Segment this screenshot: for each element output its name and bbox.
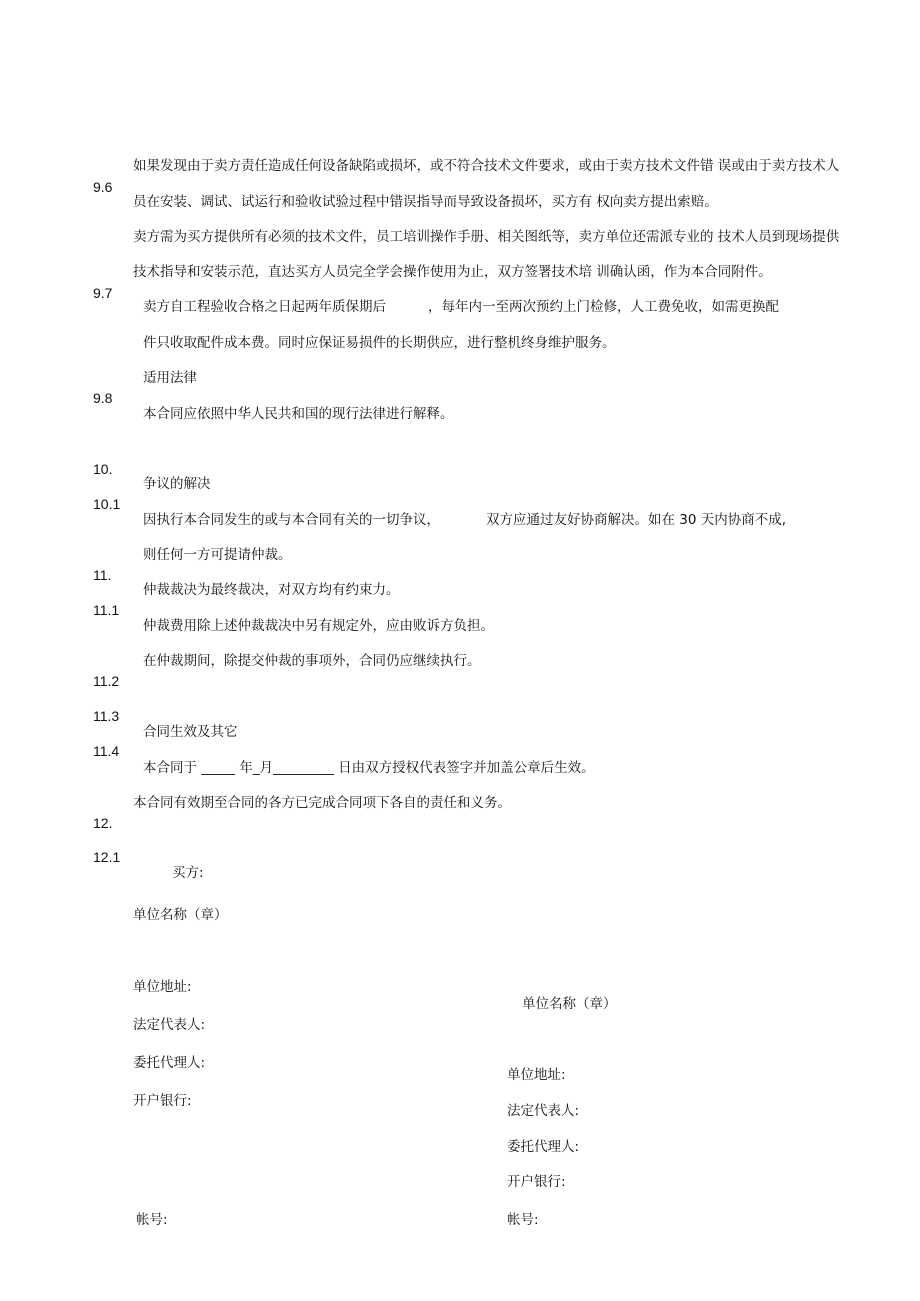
- dispute-line-1a: 因执行本合同发生的或与本合同有关的一切争议，: [143, 512, 440, 528]
- seller-bank: 开户银行:: [507, 1174, 566, 1190]
- dispute-title: 争议的解决: [143, 476, 211, 492]
- section-number-11-1: 11.1: [93, 602, 120, 618]
- clause-9-7-line-2: 技术指导和安装示范，直达买方人员完全学会操作使用为止，双方签署技术培 训确认函，作为本合同附件。: [133, 264, 772, 280]
- section-number-10-1: 10.1: [93, 496, 121, 512]
- applicable-law-text: 本合同应依照中华人民共和国的现行法律进行解释。: [143, 406, 454, 422]
- buyer-unit-name: 单位名称（章）: [133, 907, 228, 923]
- section-number-11-4: 11.4: [93, 743, 120, 759]
- buyer-bank: 开户银行:: [133, 1093, 192, 1109]
- arbitration-period: 在仲裁期间，除提交仲裁的事项外，合同仍应继续执行。: [143, 653, 481, 669]
- section-number-9-8: 9.8: [93, 390, 113, 406]
- seller-account: 帐号:: [507, 1212, 539, 1228]
- seller-unit-name: 单位名称（章）: [522, 996, 617, 1012]
- seller-legal-rep: 法定代表人:: [507, 1103, 580, 1119]
- clause-9-6-line-1: 如果发现由于卖方责任造成任何设备缺陷或损坏，或不符合技术文件要求，或由于卖方技术文件错 误或由于卖方技术人: [133, 158, 840, 174]
- section-number-10: 10.: [93, 461, 113, 477]
- effect-text: 本合同于 _____ 年_月_________ 日由双方授权代表签字并加盖公章后生效。: [143, 760, 595, 776]
- buyer-agent: 委托代理人:: [133, 1055, 206, 1071]
- seller-agent: 委托代理人:: [507, 1139, 580, 1155]
- clause-9-6-line-2: 员在安装、调试、试运行和验收试验过程中错误指导而导致设备损坏，买方有 权向卖方提出索赔。: [133, 194, 718, 210]
- warranty-line-1a: 卖方自工程验收合格之日起两年质保期后: [143, 299, 386, 315]
- arbitration-fee: 仲裁费用除上述仲裁裁决中另有规定外，应由败诉方负担。: [143, 618, 494, 634]
- seller-address: 单位地址:: [507, 1067, 566, 1083]
- section-number-9-7: 9.7: [93, 285, 113, 301]
- section-number-11: 11.: [93, 567, 112, 583]
- buyer-address: 单位地址:: [133, 979, 192, 995]
- effect-title: 合同生效及其它: [143, 724, 238, 740]
- buyer-title: 买方:: [172, 865, 204, 881]
- section-number-9-6: 9.6: [93, 179, 113, 195]
- section-number-12-1: 12.1: [93, 849, 121, 865]
- buyer-legal-rep: 法定代表人:: [133, 1017, 206, 1033]
- clause-9-7-line-1: 卖方需为买方提供所有必须的技术文件，员工培训操作手册、相关图纸等，卖方单位还需派专业的 技术人员到现场提供: [133, 229, 840, 245]
- section-number-11-2: 11.2: [93, 673, 120, 689]
- section-number-11-3: 11.3: [93, 708, 120, 724]
- warranty-line-2: 件只收取配件成本费。同时应保证易损件的长期供应，进行整机终身维护服务。: [143, 335, 616, 351]
- dispute-line-2: 则任何一方可提请仲裁。: [143, 547, 292, 563]
- dispute-line-1b: 双方应通过友好协商解决。如在 30 天内协商不成,: [486, 512, 787, 528]
- warranty-line-1b: ，每年内一至两次预约上门检修，人工费免收，如需更换配: [428, 299, 779, 315]
- section-number-12: 12.: [93, 815, 113, 831]
- applicable-law-title: 适用法律: [143, 370, 197, 386]
- buyer-account: 帐号:: [136, 1212, 168, 1228]
- validity-text: 本合同有效期至合同的各方已完成合同项下各自的责任和义务。: [133, 795, 511, 811]
- arbitration-final: 仲裁裁决为最终裁决，对双方均有约束力。: [143, 582, 400, 598]
